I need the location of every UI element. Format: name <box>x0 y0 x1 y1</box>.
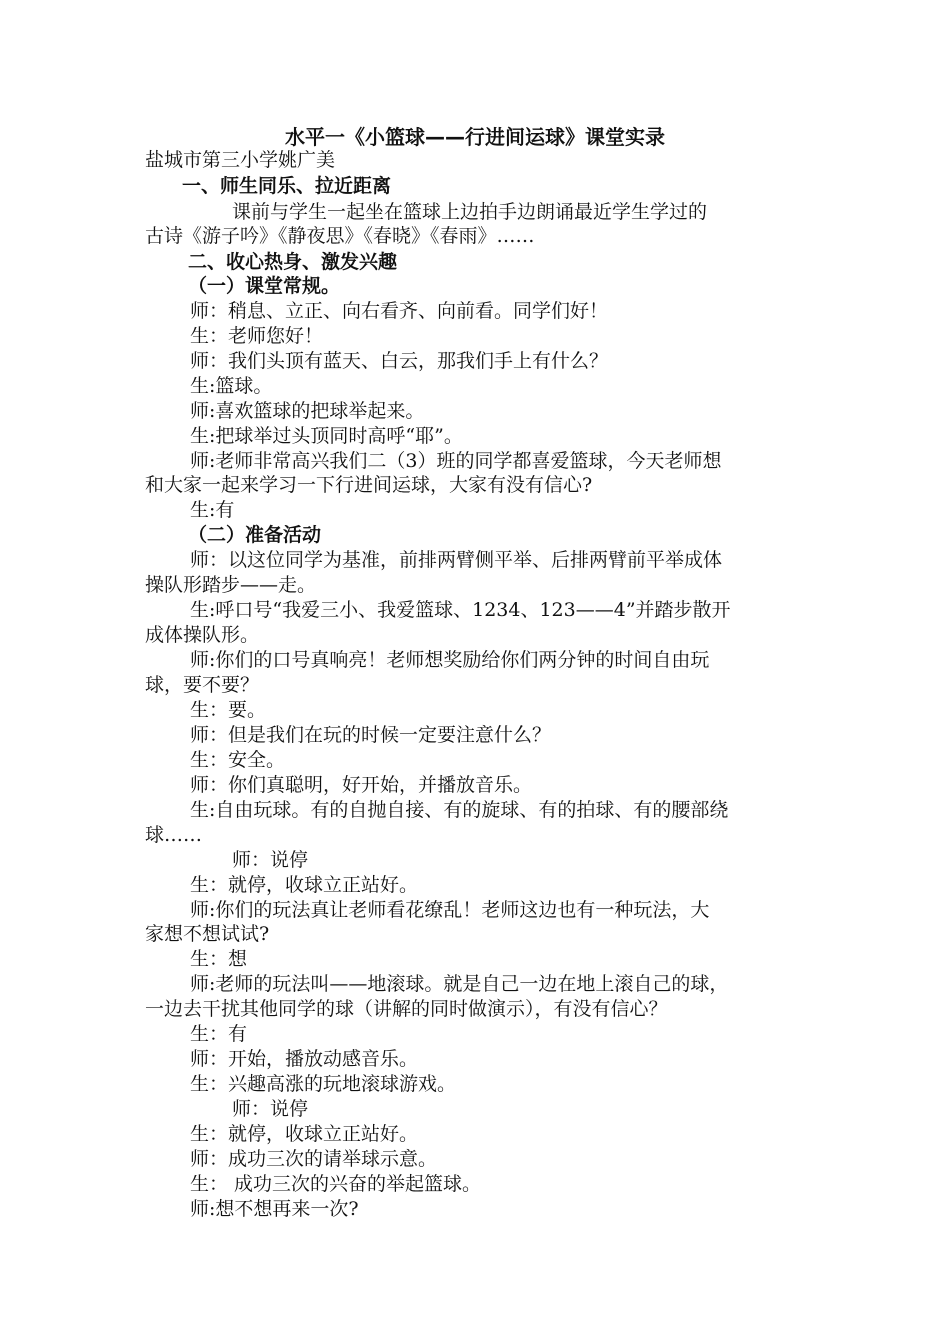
dialogue-line: 球…… <box>145 824 203 846</box>
dialogue-line: 成体操队形。 <box>145 624 260 646</box>
subsection-heading-1: （一）课堂常规。 <box>188 275 341 297</box>
dialogue-line: 生：老师您好！ <box>190 325 324 347</box>
dialogue-line: 师：开始，播放动感音乐。 <box>190 1048 419 1070</box>
dialogue-line: 师:想不想再来一次? <box>190 1198 359 1220</box>
dialogue-line: 生：安全。 <box>190 749 286 771</box>
section-heading-1: 一、师生同乐、拉近距离 <box>182 175 392 197</box>
dialogue-line: 生:篮球。 <box>190 375 273 397</box>
author-line: 盐城市第三小学姚广美 <box>145 149 336 171</box>
dialogue-line: 师：但是我们在玩的时候一定要注意什么？ <box>190 724 552 746</box>
dialogue-line: 一边去干扰其他同学的球（讲解的同时做演示），有没有信心？ <box>145 998 668 1020</box>
dialogue-line: 师：以这位同学为基准，前排两臂侧平举、后排两臂前平举成体 <box>190 549 723 571</box>
dialogue-line: 家想不想试试? <box>145 923 270 945</box>
dialogue-line: 和大家一起来学习一下行进间运球，大家有没有信心? <box>145 474 593 496</box>
paragraph-line: 课前与学生一起坐在篮球上边拍手边朗诵最近学生学过的 <box>232 201 708 223</box>
dialogue-line: 生:呼口号“我爱三小、我爱篮球、1234、123——4”并踏步散开 <box>190 599 731 621</box>
dialogue-line: 生:有 <box>190 499 235 521</box>
dialogue-line: 师:你们的玩法真让老师看花缭乱！老师这边也有一种玩法，大 <box>190 899 710 921</box>
dialogue-line: 生：兴趣高涨的玩地滚球游戏。 <box>190 1073 457 1095</box>
dialogue-line: 师:你们的口号真响亮！老师想奖励给你们两分钟的时间自由玩 <box>190 649 710 671</box>
dialogue-line: 师：我们头顶有蓝天、白云，那我们手上有什么？ <box>190 350 609 372</box>
dialogue-line: 师:老师的玩法叫——地滚球。就是自己一边在地上滚自己的球， <box>190 973 729 995</box>
dialogue-line: 生：有 <box>190 1023 248 1045</box>
dialogue-line: 师：说停 <box>232 849 309 871</box>
dialogue-line: 生：想 <box>190 948 248 970</box>
dialogue-line: 师:老师非常高兴我们二（3）班的同学都喜爱篮球，今天老师想 <box>190 450 722 472</box>
dialogue-line: 师：你们真聪明，好开始，并播放音乐。 <box>190 774 533 796</box>
dialogue-line: 师：说停 <box>232 1098 309 1120</box>
document-title: 水平一《小篮球——行进间运球》课堂实录 <box>285 125 665 149</box>
subsection-heading-2: （二）准备活动 <box>188 524 322 546</box>
paragraph-line: 古诗《游子吟》《静夜思》《春晓》《春雨》…… <box>145 225 535 247</box>
dialogue-line: 生：要。 <box>190 699 267 721</box>
dialogue-line: 球，要不要？ <box>145 674 260 696</box>
dialogue-line: 师:喜欢篮球的把球举起来。 <box>190 400 425 422</box>
dialogue-line: 师：成功三次的请举球示意。 <box>190 1148 438 1170</box>
dialogue-line: 操队形踏步——走。 <box>145 574 317 596</box>
dialogue-line: 生：就停，收球立正站好。 <box>190 1123 419 1145</box>
dialogue-line: 师：稍息、立正、向右看齐、向前看。同学们好！ <box>190 300 609 322</box>
dialogue-line: 生： 成功三次的兴奋的举起篮球。 <box>190 1173 482 1195</box>
dialogue-line: 生:把球举过头顶同时高呼“耶”。 <box>190 425 463 447</box>
dialogue-line: 生:自由玩球。有的自抛自接、有的旋球、有的拍球、有的腰部绕 <box>190 799 729 821</box>
section-heading-2: 二、收心热身、激发兴趣 <box>188 251 398 273</box>
dialogue-line: 生：就停，收球立正站好。 <box>190 874 419 896</box>
